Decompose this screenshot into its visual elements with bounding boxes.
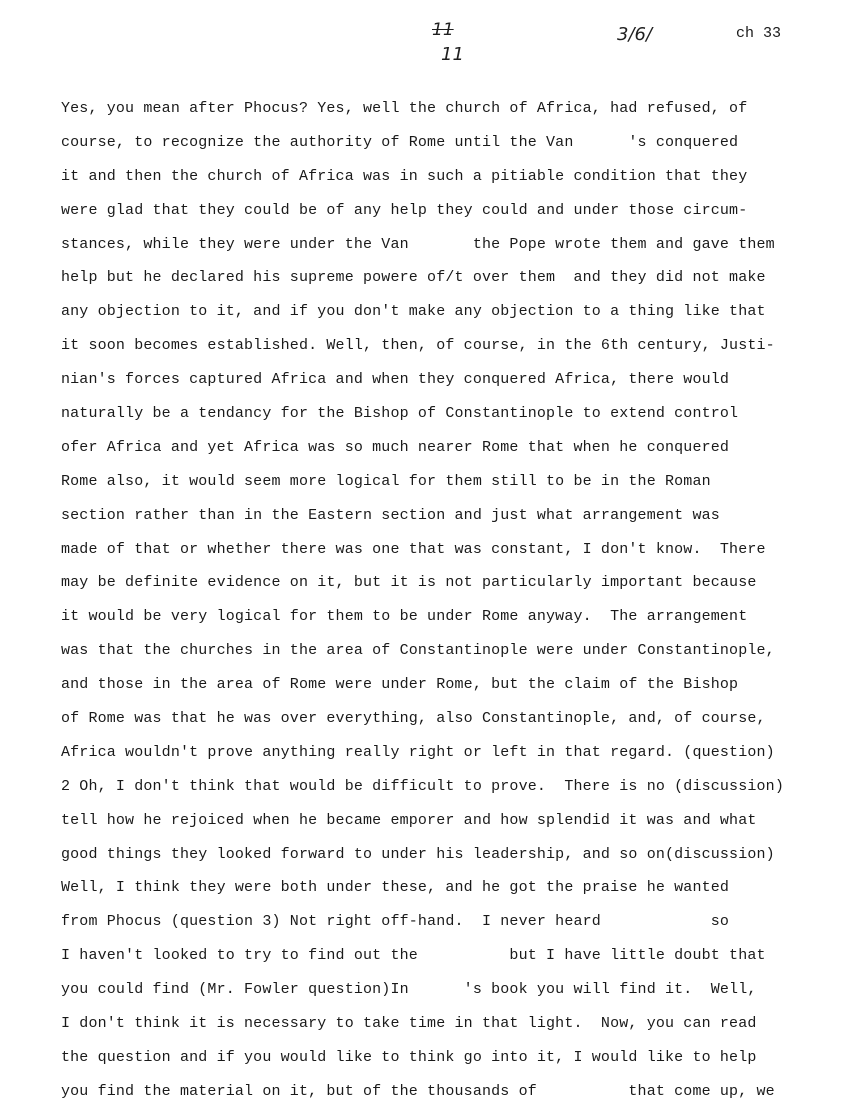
text-line: of Rome was that he was over everything, also Constantinople, and, of course,: [61, 710, 766, 728]
text-line: any objection to it, and if you don't make any objection to a thing like that: [61, 303, 766, 321]
text-line: it soon becomes established. Well, then, of course, in the 6th century, Justi-: [61, 337, 775, 355]
handwritten-page-mark: 11: [441, 44, 464, 65]
text-line: help but he declared his supreme powere of/t over them and they did not make: [61, 269, 766, 287]
text-line: Well, I think they were both under these, and he got the praise he wanted: [61, 879, 730, 897]
text-line: it would be very logical for them to be under Rome anyway. The arrangement: [61, 608, 748, 626]
text-line: the question and if you would like to think go into it, I would like to help: [61, 1048, 757, 1066]
text-line: was that the churches in the area of Constantinople were under Constantinople,: [61, 642, 775, 660]
text-line: you could find (Mr. Fowler question)In 's book you will find it. Well,: [61, 981, 757, 999]
text-line: good things they looked forward to under his leadership, and so on(discussion): [61, 845, 775, 863]
text-line: made of that or whether there was one that was constant, I don't know. There: [61, 540, 766, 558]
text-line: may be definite evidence on it, but it is not particularly important because: [61, 574, 757, 592]
text-line: tell how he rejoiced when he became emporer and how splendid it was and what: [61, 811, 757, 829]
text-line: Yes, you mean after Phocus? Yes, well the church of Africa, had refused, of: [61, 100, 748, 117]
text-line: it and then the church of Africa was in such a pitiable condition that they: [61, 167, 748, 185]
text-line: Rome also, it would seem more logical for them still to be in the Roman: [61, 472, 711, 490]
handwritten-page-mark-struck: 11: [432, 20, 454, 40]
text-line: were glad that they could be of any help they could and under those circum-: [61, 201, 748, 219]
handwritten-date: 3/6/: [617, 24, 653, 45]
text-line: nian's forces captured Africa and when they conquered Africa, there would: [61, 371, 730, 389]
text-line: 2 Oh, I don't think that would be difficult to prove. There is no (discussion): [61, 777, 784, 795]
text-line: ofer Africa and yet Africa was so much nearer Rome that when he conquered: [61, 438, 730, 456]
body-text: [61, 92, 851, 1109]
text-line: and those in the area of Rome were under Rome, but the claim of the Bishop: [61, 676, 739, 694]
text-line: section rather than in the Eastern section and just what arrangement was: [61, 506, 720, 524]
text-line: from Phocus (question 3) Not right off-hand. I never heard so: [61, 913, 730, 931]
chapter-label: ch 33: [736, 25, 782, 42]
text-line: Africa wouldn't prove anything really right or left in that regard. (question): [61, 743, 775, 761]
text-line: I haven't looked to try to find out the but I have little doubt that: [61, 947, 766, 965]
text-line: stances, while they were under the Van the Pope wrote them and gave them: [61, 235, 775, 253]
text-line: I don't think it is necessary to take time in that light. Now, you can read: [61, 1015, 757, 1033]
text-line: you find the material on it, but of the thousands of that come up, we: [61, 1082, 775, 1100]
text-line: naturally be a tendancy for the Bishop of Constantinople to extend control: [61, 405, 739, 423]
text-line: course, to recognize the authority of Rome until the Van 's conquered: [61, 133, 739, 151]
